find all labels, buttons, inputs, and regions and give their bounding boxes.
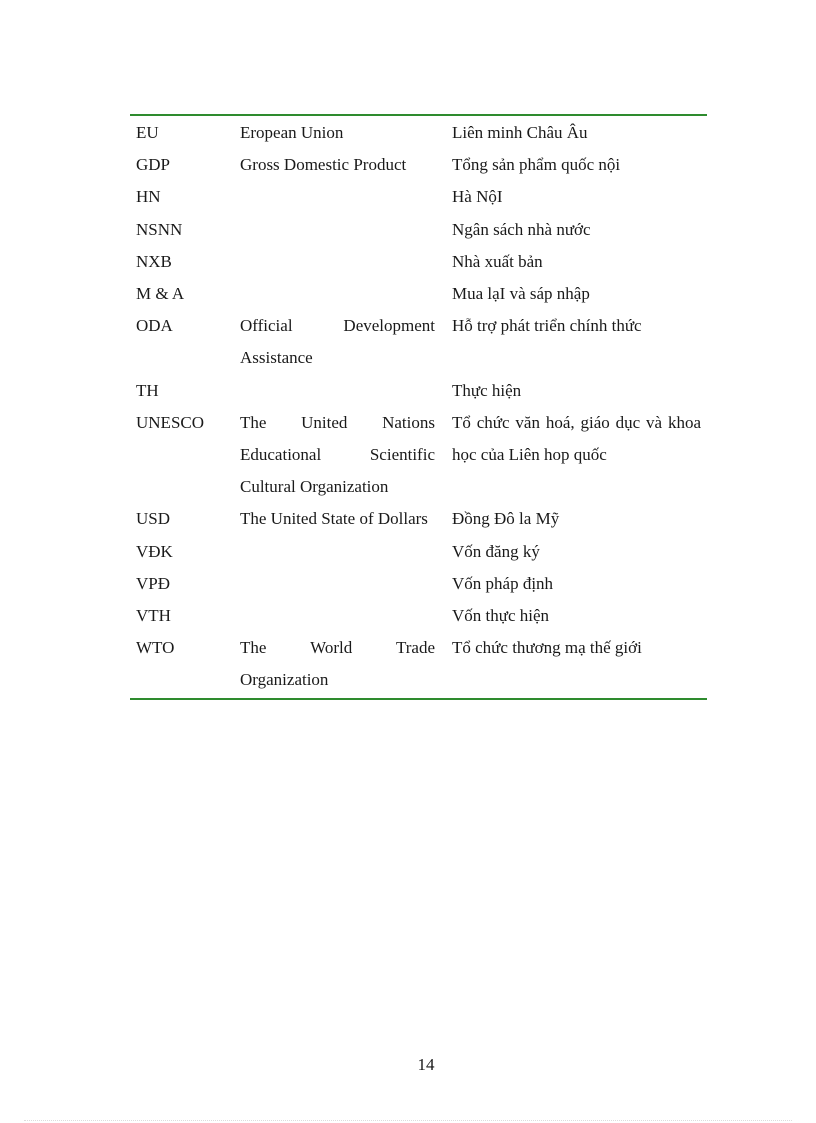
table-row [130, 632, 707, 696]
english-term-cell: The United Nations Educational Scientific Cultural Organization [240, 412, 435, 497]
vietnamese-term-cell: Tổ chức văn hoá, giáo dục và khoa học của Liên hop quốc [452, 412, 701, 465]
abbr-cell: ODA [136, 316, 173, 336]
table-row [130, 600, 707, 632]
table-row [130, 536, 707, 568]
vietnamese-term-cell: Tổng sản phẩm quốc nội [452, 155, 621, 175]
vietnamese-term-cell: Nhà xuất bản [452, 251, 543, 271]
page-bottom-divider [24, 1120, 792, 1121]
vietnamese-term-cell: Vốn thực hiện [452, 606, 550, 626]
english-term-cell [235, 214, 447, 246]
table-top-rule [130, 114, 707, 116]
table-bottom-rule [130, 698, 707, 700]
vietnamese-term-cell: Hà NộI [452, 187, 503, 207]
abbr-cell: USD [136, 509, 171, 529]
english-term-cell [235, 600, 447, 632]
table-row [130, 149, 707, 181]
vietnamese-term-cell: Đồng Đô la Mỹ [452, 509, 560, 529]
vietnamese-term-cell: Ngân sách nhà nước [452, 219, 591, 239]
table-row [130, 214, 707, 246]
table-row [130, 407, 707, 504]
english-term-cell: The World Trade Organization [240, 638, 435, 690]
english-term-cell [235, 278, 447, 310]
english-term-cell: Official Development Assistance [240, 316, 435, 368]
vietnamese-term-cell: Vốn pháp định [452, 573, 554, 593]
table-row [130, 117, 707, 149]
table-row [130, 375, 707, 407]
table-row [130, 181, 707, 213]
abbr-cell: VTH [136, 606, 171, 626]
abbr-cell: M & A [136, 284, 185, 304]
vietnamese-term-cell: Vốn đăng ký [452, 541, 540, 561]
english-term-cell [235, 568, 447, 600]
abbr-cell: VPĐ [136, 573, 171, 593]
abbr-cell: UNESCO [136, 412, 205, 432]
abbr-cell: VĐK [136, 541, 173, 561]
vietnamese-term-cell: Hỗ trợ phát triển chính thức [452, 316, 642, 336]
abbr-cell: NXB [136, 251, 172, 271]
english-term-cell [235, 181, 447, 213]
english-term-cell: Eropean Union [240, 123, 344, 142]
vietnamese-term-cell: Tổ chức thương mạ thế giới [452, 638, 642, 658]
abbr-cell: TH [136, 380, 159, 400]
table-row [130, 278, 707, 310]
abbreviation-table-section [130, 114, 707, 700]
table-row [130, 246, 707, 278]
table-row [130, 503, 707, 535]
abbr-cell: NSNN [136, 219, 183, 239]
english-term-cell [235, 375, 447, 407]
english-term-cell [235, 246, 447, 278]
table-row [130, 568, 707, 600]
abbreviation-table [130, 117, 707, 697]
table-row [130, 310, 707, 374]
abbr-cell: GDP [136, 155, 171, 175]
english-term-cell [235, 536, 447, 568]
vietnamese-term-cell: Thực hiện [452, 380, 522, 400]
abbr-cell: EU [136, 123, 159, 142]
abbr-cell: HN [136, 187, 161, 207]
abbr-cell: WTO [136, 638, 175, 658]
english-term-cell: Gross Domestic Product [240, 155, 407, 175]
page-number: 14 [417, 1055, 435, 1074]
vietnamese-term-cell: Liên minh Châu Âu [452, 123, 588, 142]
english-term-cell: The United State of Dollars [240, 509, 428, 529]
vietnamese-term-cell: Mua lạI và sáp nhập [452, 284, 590, 304]
